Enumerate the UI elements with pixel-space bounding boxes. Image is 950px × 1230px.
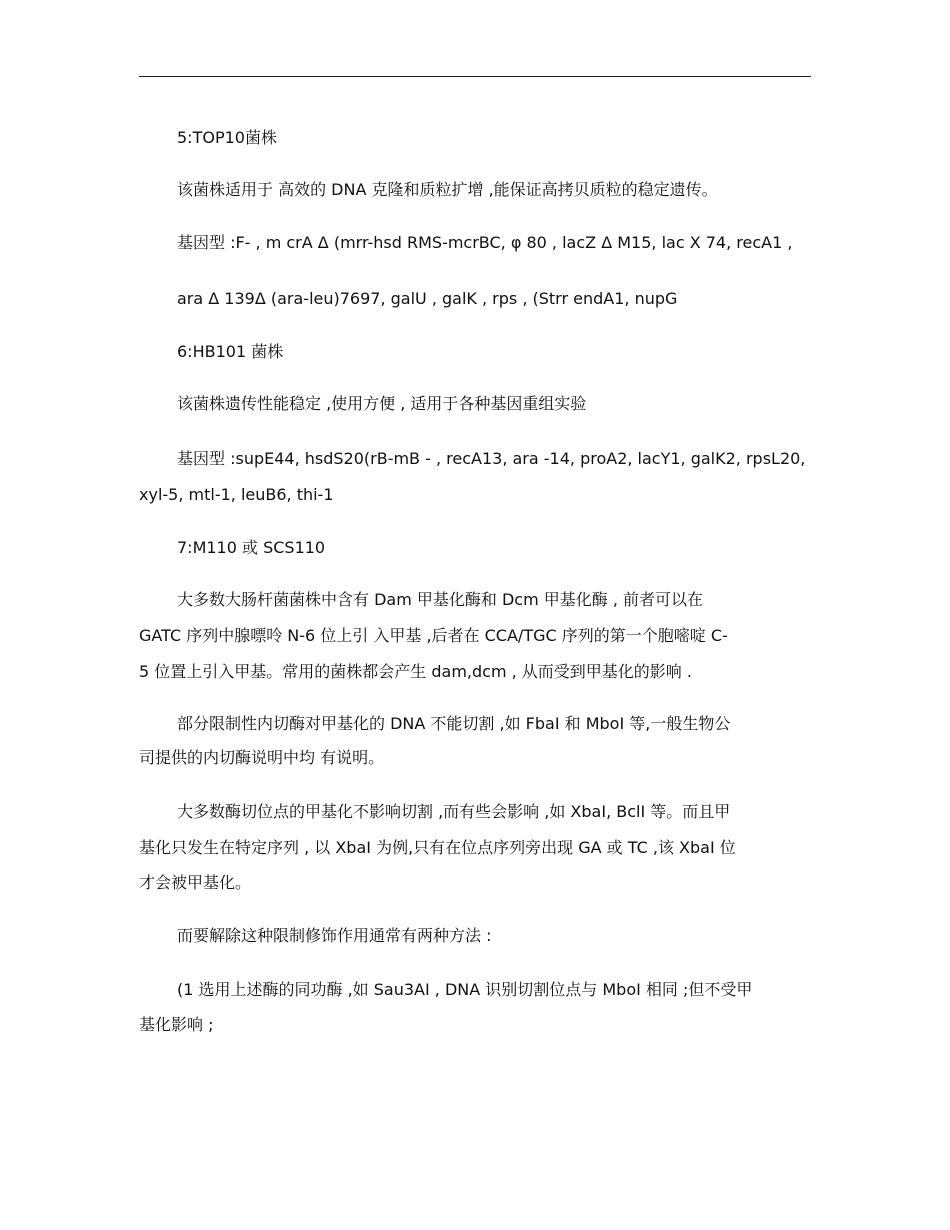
- paragraph-line: 司提供的内切酶说明中均 有说明。: [139, 748, 385, 767]
- paragraph-line: 基因型 :F- , m crA Δ (mrr-hsd RMS-mcrBC, φ 80 , lacZ Δ M15, lac Χ 74, recA1 ,: [177, 233, 793, 252]
- header-rule: [139, 76, 811, 77]
- paragraph-line: xyl-5, mtl-1, leuB6, thi-1: [139, 485, 334, 504]
- paragraph-line: 5 位置上引入甲基。常用的菌株都会产生 dam,dcm , 从而受到甲基化的影响 .: [139, 662, 692, 681]
- section-heading-m110: 7:M110 或 SCS110: [177, 538, 326, 557]
- paragraph-line: 该菌株适用于 高效的 DNA 克隆和质粒扩增 ,能保证高拷贝质粒的稳定遗传。: [177, 180, 718, 199]
- paragraph-line: 才会被甲基化。: [139, 873, 252, 892]
- paragraph-line: ara Δ 139Δ (ara-leu)7697, galU , galK , rps , (Strr endA1, nupG: [177, 289, 678, 308]
- paragraph-line: 部分限制性内切酶对甲基化的 DNA 不能切割 ,如 FbaI 和 MboI 等,一般生物公: [177, 714, 731, 733]
- paragraph-line: 大多数大肠杆菌菌株中含有 Dam 甲基化酶和 Dcm 甲基化酶 , 前者可以在: [177, 590, 704, 609]
- paragraph-line: 大多数酶切位点的甲基化不影响切割 ,而有些会影响 ,如 XbaI, BclI 等。而且甲: [177, 802, 731, 821]
- paragraph-line: 而要解除这种限制修饰作用通常有两种方法 :: [177, 926, 492, 945]
- paragraph-line: 基化只发生在特定序列 , 以 XbaI 为例,只有在位点序列旁出现 GA 或 TC ,该 XbaI 位: [139, 838, 736, 857]
- section-heading-hb101: 6:HB101 菌株: [177, 342, 284, 361]
- paragraph-line: 基因型 :supE44, hsdS20(rB-mB - , recA13, ara -14, proA2, lacY1, galK2, rpsL20,: [177, 449, 806, 468]
- section-heading-top10: 5:TOP10菌株: [177, 128, 277, 147]
- paragraph-line: GATC 序列中腺嘌呤 N-6 位上引 入甲基 ,后者在 CCA/TGC 序列的第一个胞嘧啶 C-: [139, 626, 728, 645]
- paragraph-line: 该菌株遗传性能稳定 ,使用方便 , 适用于各种基因重组实验: [177, 394, 587, 413]
- paragraph-line: 基化影响 ;: [139, 1015, 214, 1034]
- paragraph-line: (1 选用上述酶的同功酶 ,如 Sau3AI , DNA 识别切割位点与 MboI 相同 ;但不受甲: [177, 980, 753, 999]
